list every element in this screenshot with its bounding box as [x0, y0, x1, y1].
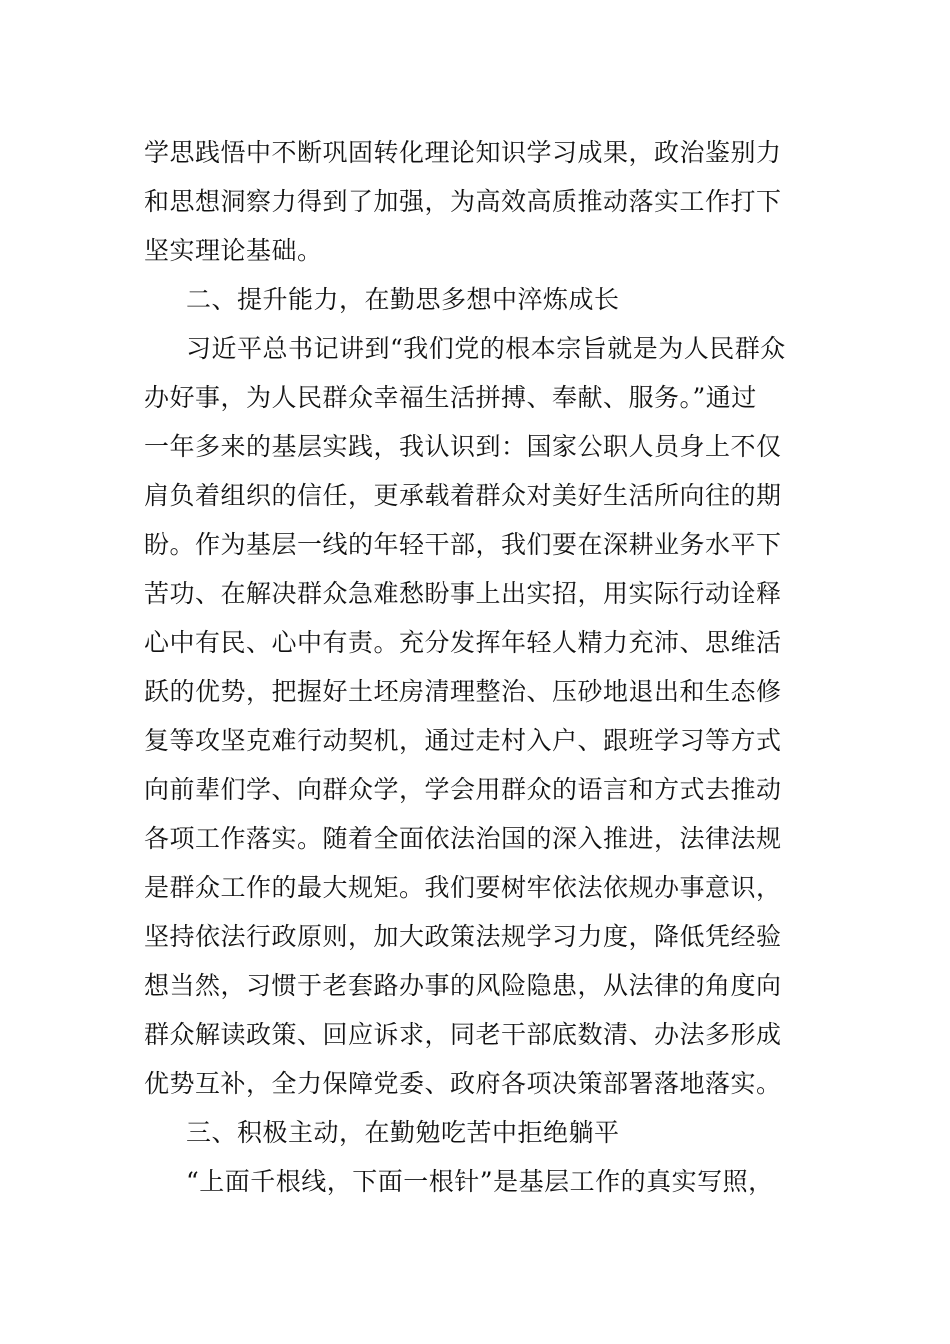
- text-line: 和思想洞察力得到了加强，为高效高质推动落实工作打下: [144, 187, 782, 216]
- text-line: 坚实理论基础。: [144, 236, 323, 265]
- text-line: 优势互补，全力保障党委、政府各项决策部署落地落实。: [144, 1069, 782, 1098]
- text-line: 心中有民、心中有责。充分发挥年轻人精力充沛、思维活: [144, 628, 782, 657]
- text-line: 跃的优势，把握好土坯房清理整治、压砂地退出和生态修: [144, 677, 782, 706]
- section-heading-3: 三、积极主动，在勤勉吃苦中拒绝躺平: [186, 1118, 620, 1147]
- section-heading-2: 二、提升能力，在勤思多想中淬炼成长: [186, 285, 620, 314]
- text-line: 坚持依法行政原则，加大政策法规学习力度，降低凭经验: [144, 922, 782, 951]
- document-body: [144, 128, 812, 1206]
- text-line: 一年多来的基层实践，我认识到：国家公职人员身上不仅: [144, 432, 782, 461]
- text-line: 办好事，为人民群众幸福生活拼搏、奉献、服务。”通过: [144, 383, 757, 412]
- text-line: “上面千根线，下面一根针”是基层工作的真实写照，: [186, 1167, 774, 1196]
- text-line: 复等攻坚克难行动契机，通过走村入户、跟班学习等方式: [144, 726, 782, 755]
- text-line: 学思践悟中不断巩固转化理论知识学习成果，政治鉴别力: [144, 138, 782, 167]
- text-line: 群众解读政策、回应诉求，同老干部底数清、办法多形成: [144, 1020, 782, 1049]
- text-line: 苦功、在解决群众急难愁盼事上出实招，用实际行动诠释: [144, 579, 782, 608]
- text-line: 向前辈们学、向群众学，学会用群众的语言和方式去推动: [144, 775, 782, 804]
- text-line: 习近平总书记讲到“我们党的根本宗旨就是为人民群众: [186, 334, 786, 363]
- text-line: 盼。作为基层一线的年轻干部，我们要在深耕业务水平下: [144, 530, 782, 559]
- text-line: 各项工作落实。随着全面依法治国的深入推进，法律法规: [144, 824, 782, 853]
- text-line: 肩负着组织的信任，更承载着群众对美好生活所向往的期: [144, 481, 782, 510]
- text-line: 是群众工作的最大规矩。我们要树牢依法依规办事意识，: [144, 873, 782, 902]
- text-line: 想当然，习惯于老套路办事的风险隐患，从法律的角度向: [144, 971, 782, 1000]
